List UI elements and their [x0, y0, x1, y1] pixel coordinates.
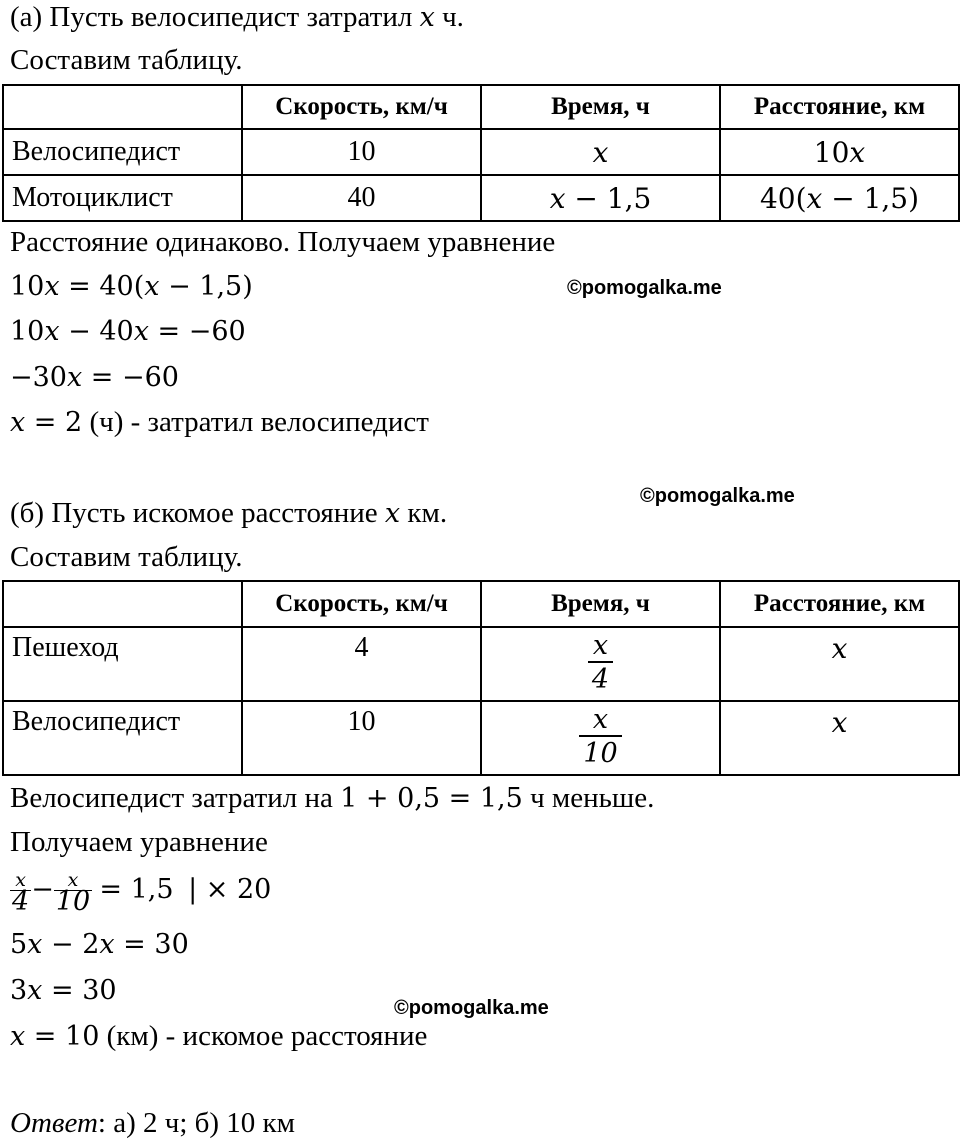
part-b-intro-unit: км.: [407, 497, 448, 529]
fraction-numerator: 𝑥: [15, 868, 26, 891]
equation-multiplier: | × 20: [188, 874, 272, 905]
table-b-header-empty: [3, 581, 242, 627]
part-b-intro-text: (б) Пусть искомое расстояние: [10, 497, 378, 529]
table-b-speed: 10: [242, 701, 481, 775]
table-a-time: 𝑥 − 1,5: [481, 175, 720, 221]
part-b-intro: [10, 496, 447, 531]
fraction-denominator: 4: [588, 661, 613, 697]
part-a-result: [10, 405, 429, 440]
part-b-result-math: 𝑥 = 10: [10, 1021, 100, 1052]
table-a-header-row: [3, 85, 959, 129]
watermark: ©pomogalka.me: [394, 997, 549, 1019]
part-a-step: −30𝑥 = −60: [10, 362, 179, 393]
part-b-result-text: - искомое расстояние: [165, 1020, 428, 1052]
table-b-name: Велосипедист: [3, 701, 242, 775]
part-b-difference-unit: ч меньше.: [530, 782, 655, 814]
part-a-equation-intro: Расстояние одинаково. Получаем уравнение: [10, 226, 556, 258]
part-a-result-unit: (ч): [89, 406, 124, 438]
part-a-result-text: - затратил велосипедист: [130, 406, 429, 438]
table-a-name: Мотоциклист: [3, 175, 242, 221]
fraction: [588, 631, 613, 697]
part-b-difference-text: Велосипедист затратил на: [10, 782, 333, 814]
fraction: [579, 705, 621, 771]
watermark: ©pomogalka.me: [640, 485, 795, 507]
table-b-speed: 4: [242, 627, 481, 701]
table-b: [2, 580, 960, 776]
fraction-denominator: 4: [12, 885, 30, 917]
table-b-header-speed: Скорость, км/ч: [242, 581, 481, 627]
fraction-denominator: 10: [55, 885, 91, 917]
part-a-intro: [10, 0, 464, 35]
fraction-denominator: 10: [579, 735, 621, 771]
part-a-intro-unit: ч.: [442, 1, 464, 33]
fraction-numerator: 𝑥: [67, 868, 79, 891]
part-b-intro-var: 𝑥: [384, 498, 401, 529]
table-b-distance: 𝑥: [720, 701, 959, 775]
table-a-distance: 40(𝑥 − 1,5): [720, 175, 959, 221]
fraction-numerator: 𝑥: [592, 704, 609, 735]
part-b-equation: [10, 866, 272, 917]
table-b-time: [481, 701, 720, 775]
part-a-intro-text: (а) Пусть велосипедист затратил: [10, 1, 413, 33]
part-b-step: 5𝑥 − 2𝑥 = 30: [10, 929, 189, 960]
part-a-step: 10𝑥 − 40𝑥 = −60: [10, 316, 246, 347]
part-b-result: [10, 1019, 427, 1054]
table-a-speed: 40: [242, 175, 481, 221]
part-b-difference-math: 1 + 0,5 = 1,5: [340, 783, 523, 814]
table-a-header-distance: Расстояние, км: [720, 85, 959, 129]
part-b-make-table: Составим таблицу.: [10, 541, 243, 573]
part-a-make-table: Составим таблицу.: [10, 44, 243, 76]
part-b-step: 3𝑥 = 30: [10, 975, 117, 1006]
equation-rhs: = 1,5: [99, 874, 174, 905]
table-a-name: Велосипедист: [3, 129, 242, 175]
fraction-numerator: 𝑥: [592, 630, 609, 661]
table-b-header-row: [3, 581, 959, 627]
table-b-header-time: Время, ч: [481, 581, 720, 627]
table-row: [3, 701, 959, 775]
part-a-step: 10𝑥 = 40(𝑥 − 1,5): [10, 271, 253, 302]
table-a-speed: 10: [242, 129, 481, 175]
table-a-header-time: Время, ч: [481, 85, 720, 129]
part-a-result-math: 𝑥 = 2: [10, 407, 83, 438]
fraction: [54, 868, 92, 917]
table-a-time: 𝑥: [481, 129, 720, 175]
table-row: [3, 627, 959, 701]
part-b-result-unit: (км): [106, 1020, 159, 1052]
part-b-equation-intro: Получаем уравнение: [10, 826, 268, 858]
part-b-difference: [10, 781, 654, 816]
answer: [10, 1106, 295, 1140]
table-b-time: [481, 627, 720, 701]
table-b-header-distance: Расстояние, км: [720, 581, 959, 627]
table-a-distance: 10𝑥: [720, 129, 959, 175]
table-a-header-speed: Скорость, км/ч: [242, 85, 481, 129]
table-b-name: Пешеход: [3, 627, 242, 701]
table-b-distance: 𝑥: [720, 627, 959, 701]
fraction: [10, 868, 31, 917]
watermark: ©pomogalka.me: [567, 277, 722, 299]
table-a: [2, 84, 960, 222]
equation-minus: −: [31, 874, 54, 905]
table-a-header-empty: [3, 85, 242, 129]
answer-label: Ответ: [10, 1107, 98, 1139]
part-a-intro-var: 𝑥: [419, 2, 435, 33]
table-row: [3, 129, 959, 175]
answer-text: : а) 2 ч; б) 10 км: [97, 1107, 295, 1139]
table-row: [3, 175, 959, 221]
